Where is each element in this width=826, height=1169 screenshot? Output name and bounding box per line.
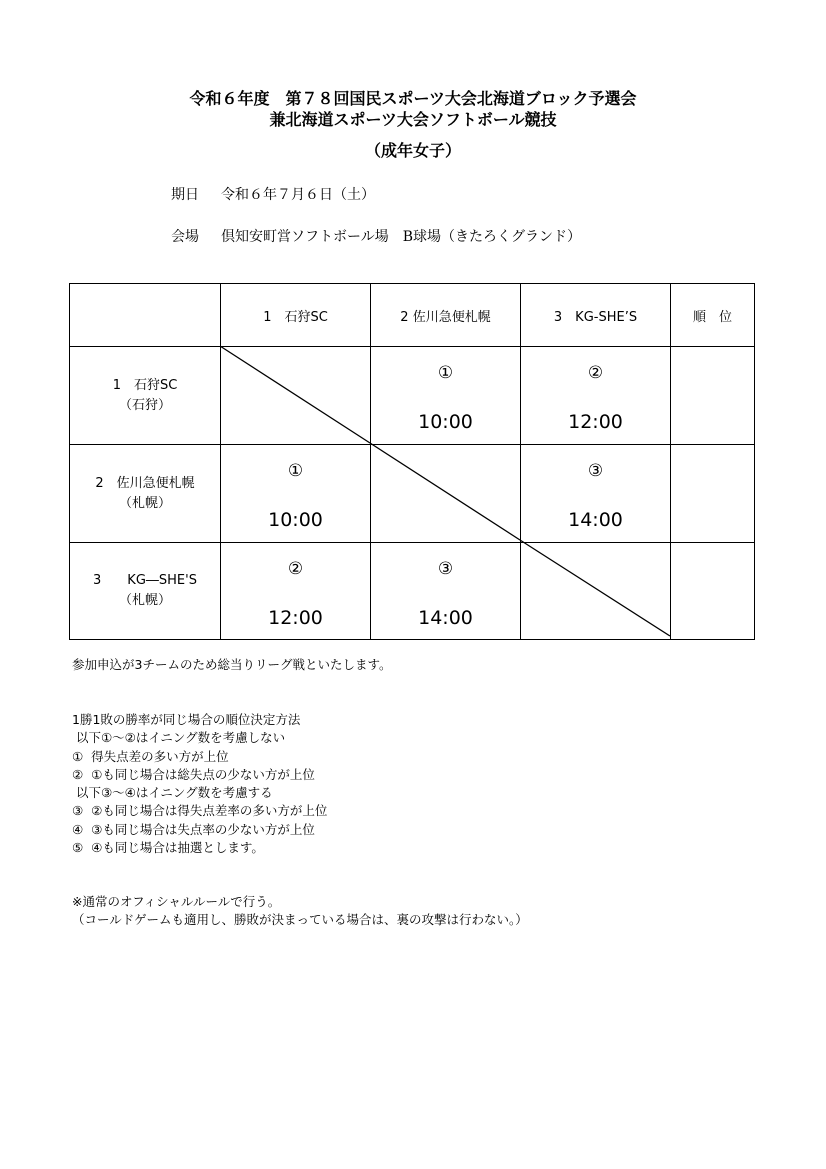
team-row bbox=[70, 445, 755, 543]
match-cell bbox=[521, 347, 671, 445]
tiebreak-rules bbox=[72, 711, 327, 857]
match-number: ② bbox=[287, 559, 304, 579]
team-city: （石狩） bbox=[118, 397, 171, 413]
match-number: ③ bbox=[437, 559, 454, 579]
tiebreak-line: 1勝1敗の勝率が同じ場合の順位決定方法 bbox=[72, 712, 301, 727]
tiebreak-line: 以下③～④はイニング数を考慮する bbox=[72, 785, 273, 801]
league-table bbox=[69, 283, 755, 640]
col-header-1: 1 石狩SC bbox=[221, 284, 371, 347]
match-time: 14:00 bbox=[418, 607, 473, 629]
self-cell bbox=[521, 543, 671, 640]
match-time: 12:00 bbox=[268, 607, 323, 629]
corner-cell bbox=[70, 284, 221, 347]
title-line-2: 兼北海道スポーツ大会ソフトボール競技 bbox=[269, 110, 557, 129]
match-number: ① bbox=[287, 461, 304, 481]
match-number: ① bbox=[437, 363, 454, 383]
header-row bbox=[70, 284, 755, 347]
rank-cell bbox=[671, 347, 755, 445]
date-label: 期日 bbox=[171, 187, 199, 203]
team-city: （札幌） bbox=[118, 495, 171, 511]
team-row bbox=[70, 543, 755, 640]
row-header-1 bbox=[70, 347, 221, 445]
match-cell bbox=[221, 543, 371, 640]
date-row bbox=[171, 184, 375, 204]
team-name: 2 佐川急便札幌 bbox=[95, 475, 195, 491]
venue-label: 会場 bbox=[171, 229, 199, 245]
tiebreak-line: ④ ③も同じ場合は失点率の少ない方が上位 bbox=[72, 821, 315, 837]
venue-row bbox=[171, 226, 581, 246]
tiebreak-line: ① 得失点差の多い方が上位 bbox=[72, 748, 229, 764]
match-time: 14:00 bbox=[568, 509, 623, 531]
self-cell bbox=[221, 347, 371, 445]
match-cell bbox=[371, 347, 521, 445]
col-header-2: 2 佐川急便札幌 bbox=[371, 284, 521, 347]
tiebreak-line: ⑤ ④も同じ場合は抽選とします。 bbox=[72, 840, 264, 856]
team-name: 1 石狩SC bbox=[112, 377, 178, 393]
match-number: ② bbox=[587, 363, 604, 383]
row-header-2 bbox=[70, 445, 221, 543]
team-city: （札幌） bbox=[118, 593, 171, 608]
match-cell bbox=[221, 445, 371, 543]
format-note: 参加申込が3チームのため総当りリーグ戦といたします。 bbox=[72, 657, 392, 672]
team-name: 3 KG―SHE'S bbox=[93, 573, 197, 588]
tiebreak-line: ③ ②も同じ場合は得失点差率の多い方が上位 bbox=[72, 803, 328, 819]
rule-note-1: ※通常のオフィシャルルールで行う。 bbox=[72, 894, 281, 909]
tiebreak-line: 以下①～②はイニング数を考慮しない bbox=[72, 730, 286, 746]
match-cell bbox=[371, 543, 521, 640]
self-cell bbox=[371, 445, 521, 543]
venue-value: 倶知安町営ソフトボール場 B球場（きたろくグランド） bbox=[221, 229, 582, 245]
match-time: 12:00 bbox=[568, 411, 623, 433]
title-line-3: （成年女子） bbox=[364, 141, 461, 160]
match-cell bbox=[521, 445, 671, 543]
col-header-3: 3 KG-SHE’S bbox=[521, 284, 671, 347]
team-row bbox=[70, 347, 755, 445]
col-header-rank: 順 位 bbox=[671, 284, 755, 347]
date-value: 令和６年７月６日（土） bbox=[221, 187, 375, 203]
rule-note-2: （コールドゲームも適用し、勝敗が決まっている場合は、裏の攻撃は行わない。） bbox=[72, 912, 528, 927]
title-line-1: 令和６年度 第７８回国民スポーツ大会北海道ブロック予選会 bbox=[189, 89, 637, 108]
match-time: 10:00 bbox=[418, 411, 473, 433]
row-header-3 bbox=[70, 543, 221, 640]
match-number: ③ bbox=[587, 461, 604, 481]
rank-cell bbox=[671, 543, 755, 640]
match-time: 10:00 bbox=[268, 509, 323, 531]
rank-cell bbox=[671, 445, 755, 543]
tiebreak-line: ② ①も同じ場合は総失点の少ない方が上位 bbox=[72, 766, 315, 782]
